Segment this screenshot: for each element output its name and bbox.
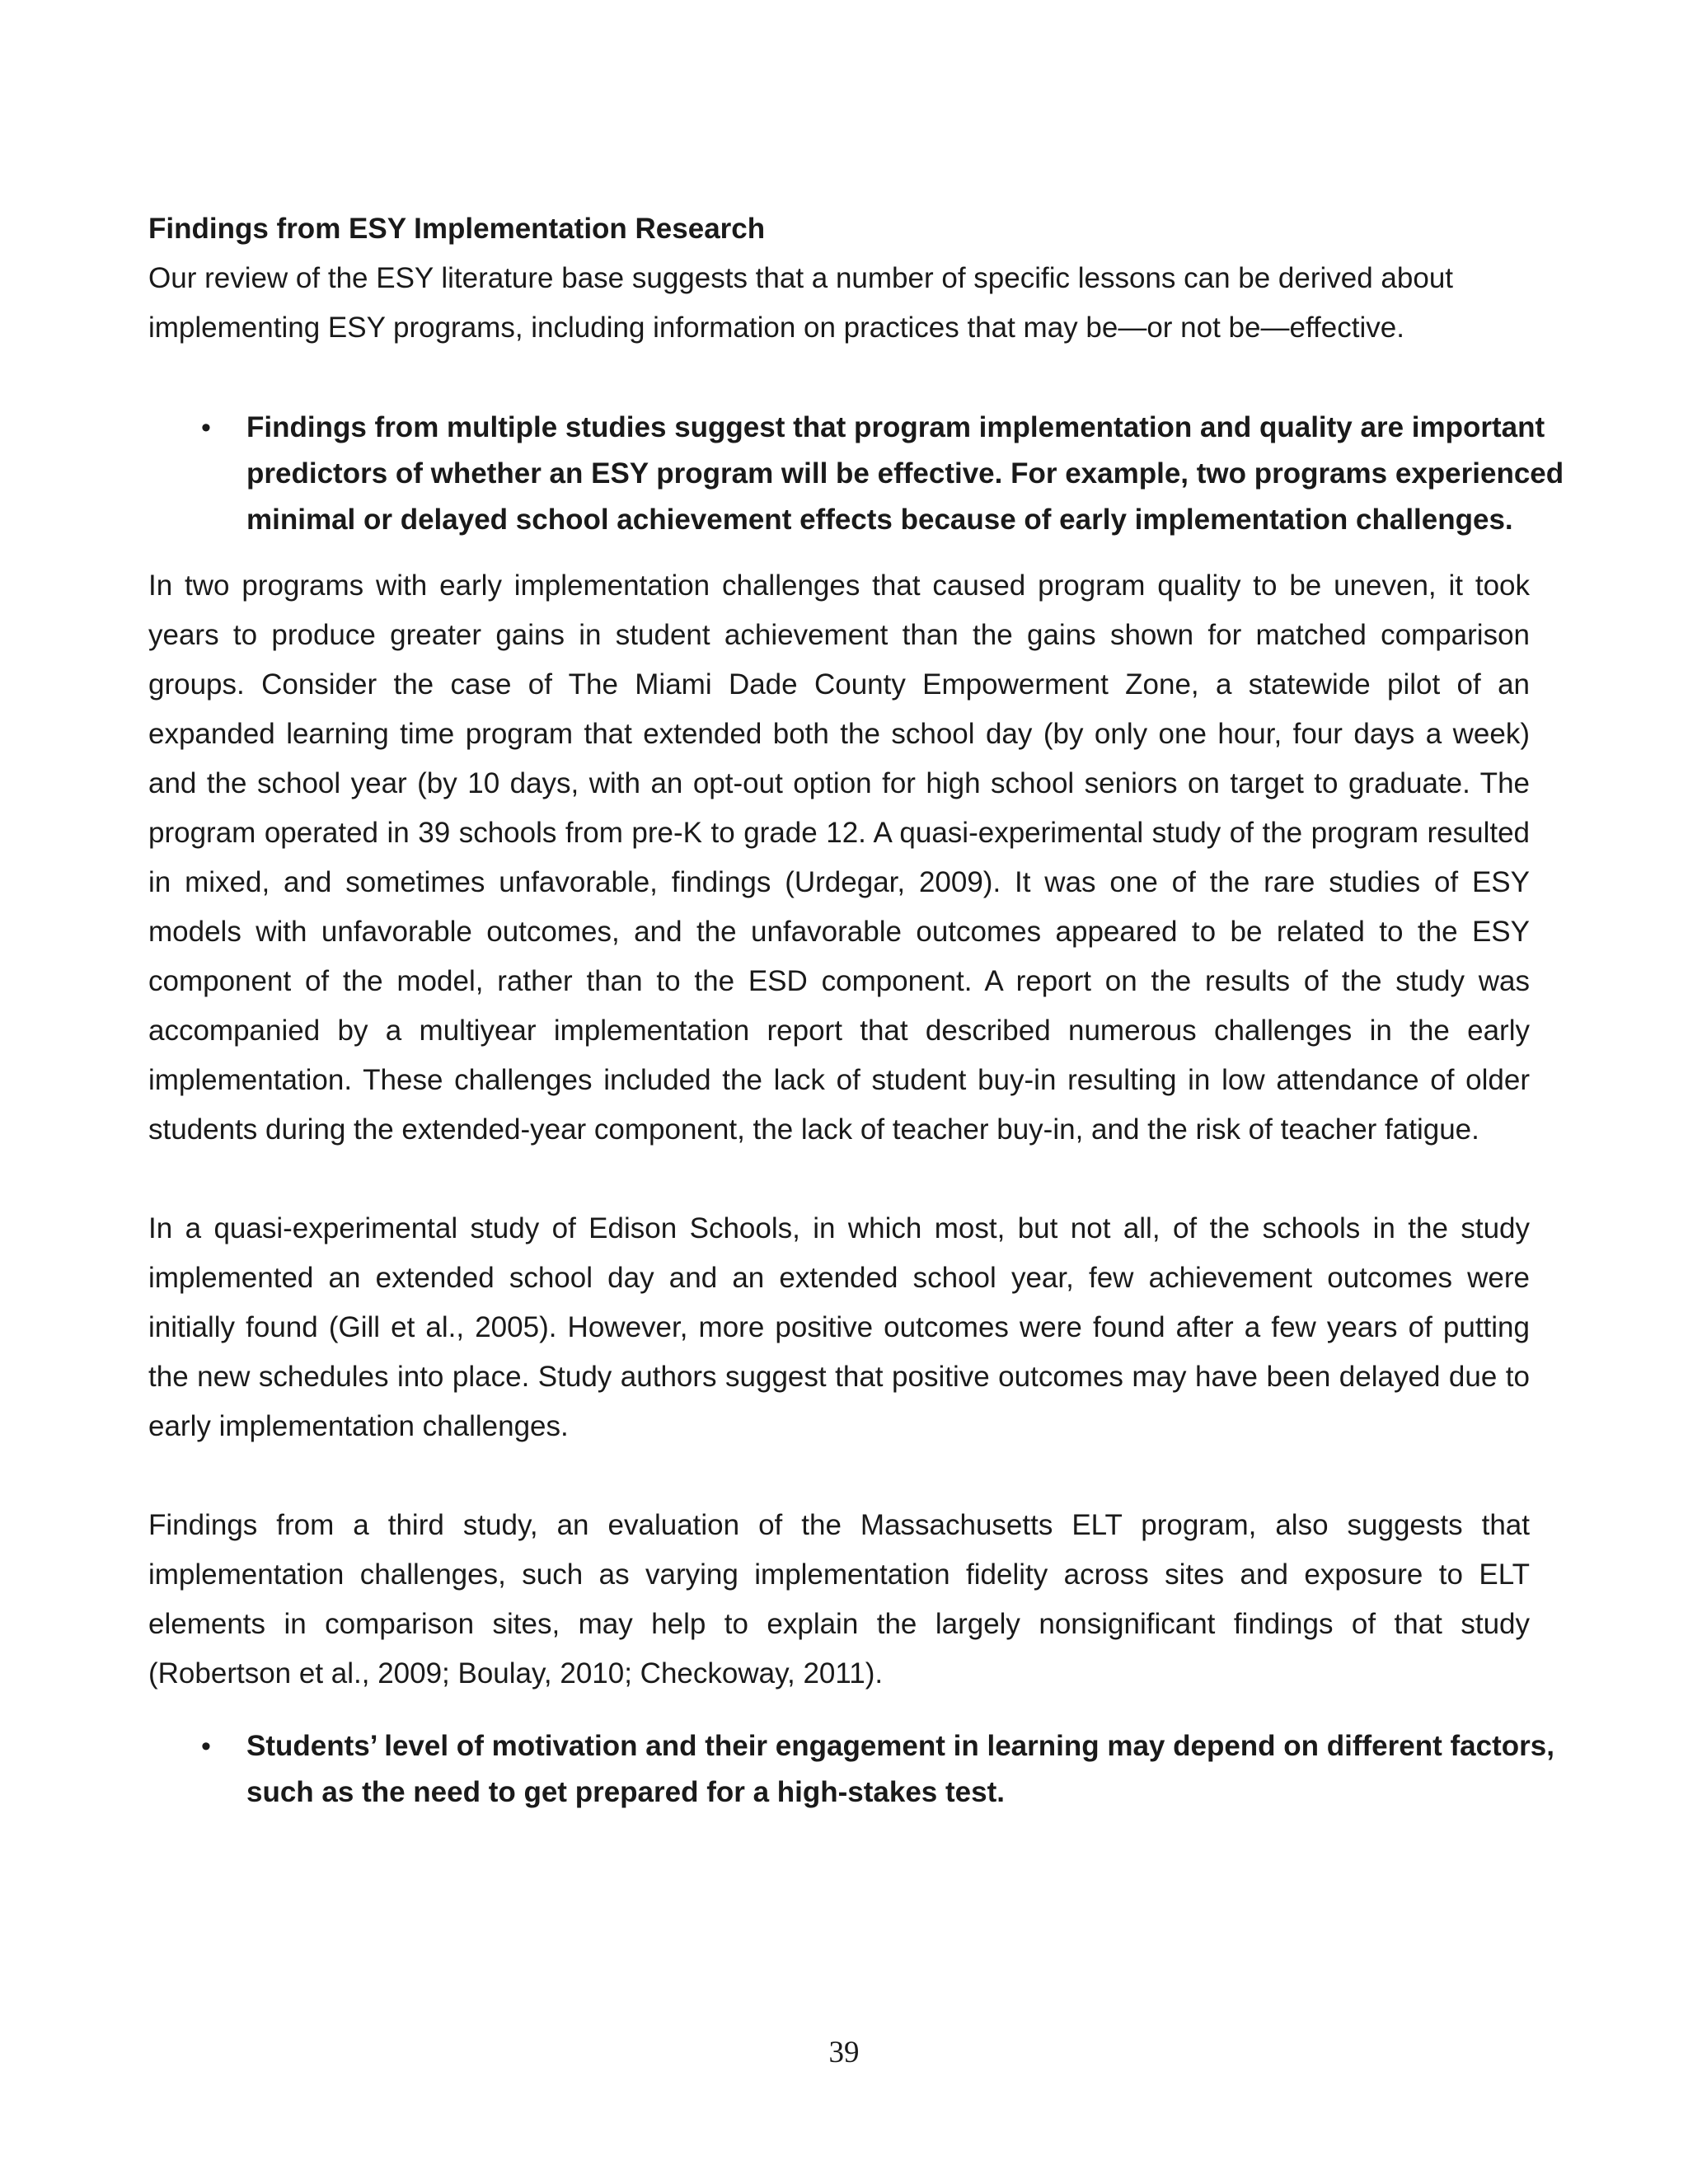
body-paragraph: Findings from a third study, an evaluation of the Massachusetts ELT program, also suggests that implementation challenges, such as varying implementation fidelity across sites and exposure to ELT elements in comparison sites, may help to explain the largely nonsignificant findings of that study (Robertson et al., 2009; Boulay, 2010; Checkoway, 2011). — [148, 1509, 1530, 1690]
bullet-text: Findings from multiple studies suggest that program implementation and quality are important predictors of whether an ESY program will be effective. For example, two programs experienced minimal or delayed school achievement effects because of early implementation challenges. — [246, 411, 1564, 536]
page-number: 39 — [828, 2036, 860, 2069]
page-content — [148, 204, 1564, 1816]
body-paragraph: In two programs with early implementation challenges that caused program quality to be uneven, it took years to produce greater gains in student achievement than the gains shown for matched comparison groups. Consider the case of The Miami Dade County Empowerment Zone, a statewide pilot of an expanded learning time program that extended both the school day (by only one hour, four days a week) and the school year (by 10 days, with an opt-out option for high school seniors on target to graduate. The program operated in 39 schools from pre-K to grade 12. A quasi-experimental study of the program resulted in mixed, and sometimes unfavorable, findings (Urdegar, 2009). It was one of the rare studies of ESY models with unfavorable outcomes, and the unfavorable outcomes appeared to be related to the ESY component of the model, rather than to the ESD component. A report on the results of the study was accompanied by a multiyear implementation report that described numerous challenges in the early implementation. These challenges included the lack of student buy-in resulting in low attendance of older students during the extended-year component, the lack of teacher buy-in, and the risk of teacher fatigue. — [148, 569, 1530, 1146]
section-heading: Findings from ESY Implementation Research — [148, 213, 766, 245]
body-paragraph: In a quasi-experimental study of Edison Schools, in which most, but not all, of the schools in the study implemented an extended school day and an extended school year, few achievement outcomes were initially found (Gill et al., 2005). However, more positive outcomes were found after a few years of putting the new schedules into place. Study authors suggest that positive outcomes may have been delayed due to early implementation challenges. — [148, 1212, 1530, 1442]
bullet-icon: • — [201, 412, 211, 443]
bullet-item-1 — [148, 405, 1565, 543]
bullet-text: Students’ level of motivation and their engagement in learning may depend on different factors, such as the need to get prepared for a high-stakes test. — [246, 1730, 1554, 1808]
bullet-icon: • — [201, 1731, 211, 1762]
bullet-item-2 — [148, 1723, 1565, 1816]
intro-paragraph: Our review of the ESY literature base suggests that a number of specific lessons can be derived about implementing ESY programs, including information on practices that may be—or not be—effective. — [148, 262, 1454, 344]
